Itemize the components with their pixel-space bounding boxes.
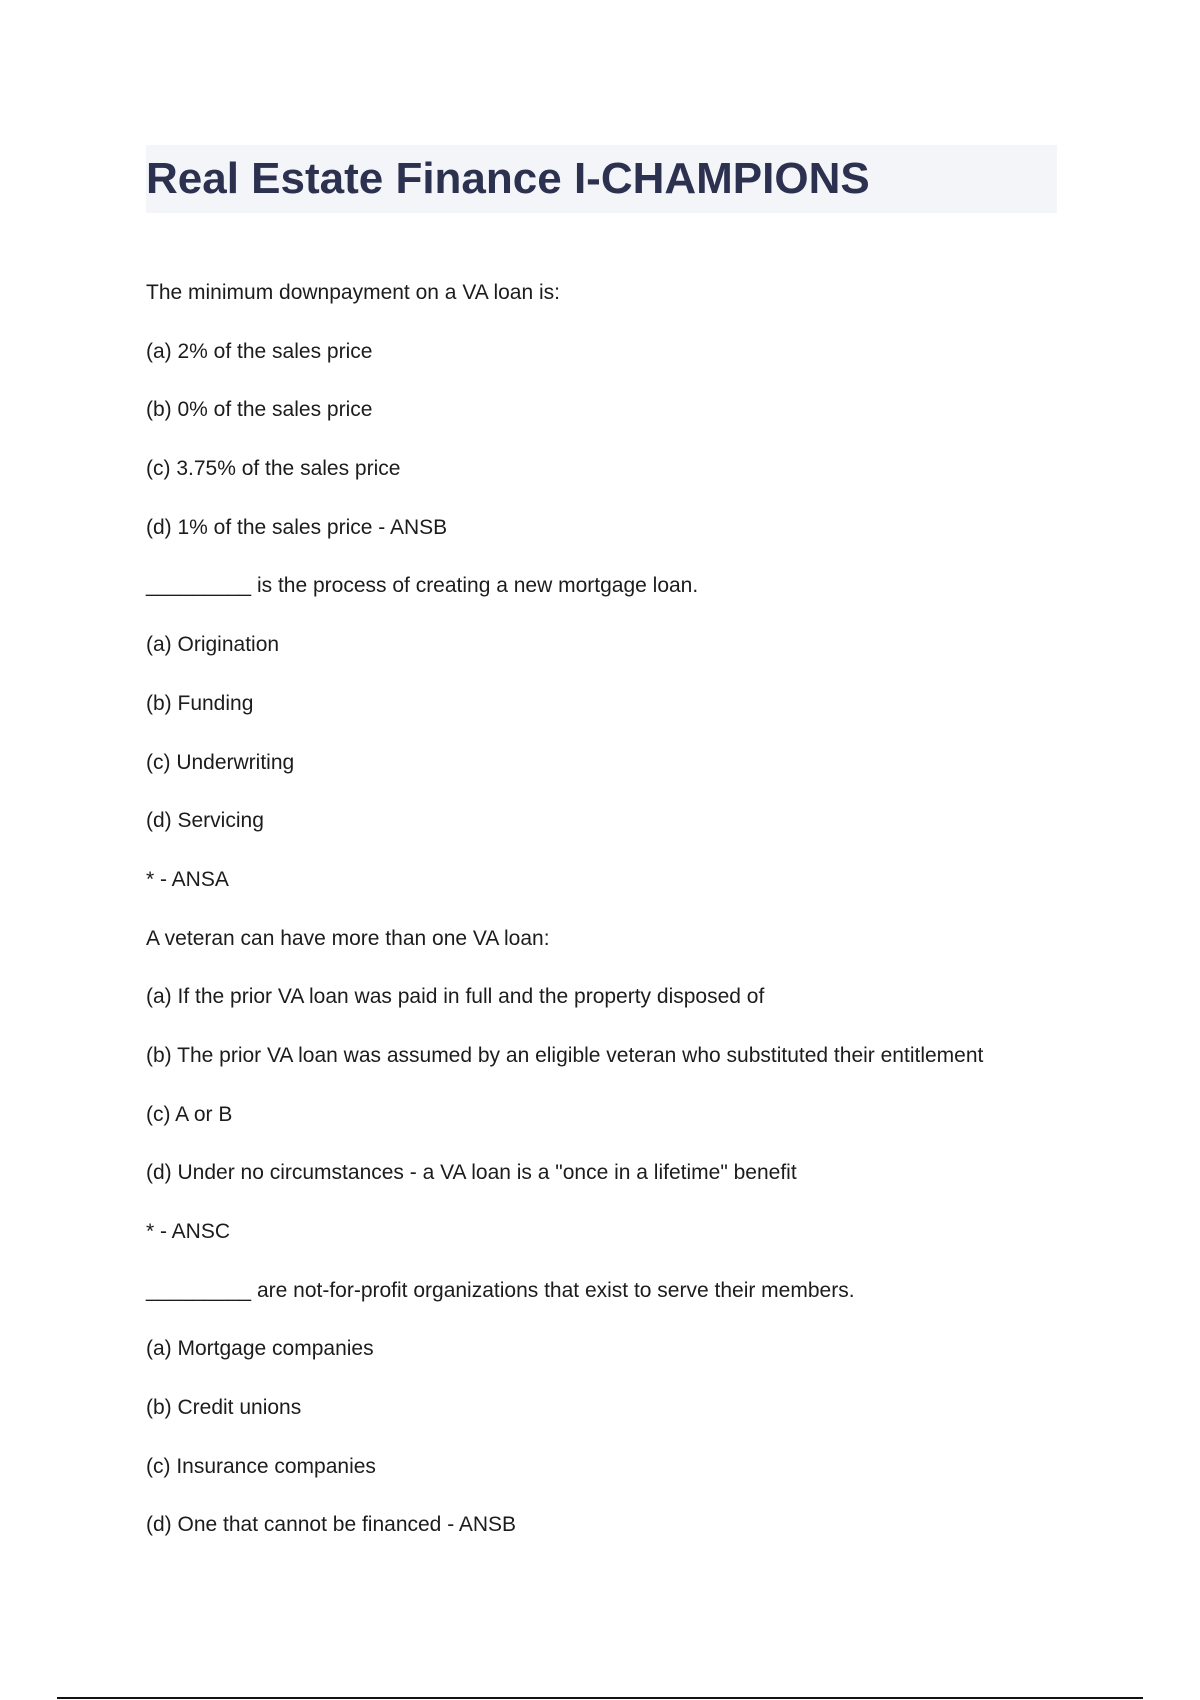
question-text: A veteran can have more than one VA loan:	[146, 926, 550, 950]
answer-key: * - ANSA	[146, 867, 229, 891]
answer-option: (c) Underwriting	[146, 750, 295, 774]
answer-option: (c) 3.75% of the sales price	[146, 457, 401, 481]
answer-option: (b) Funding	[146, 691, 254, 715]
answer-option: (a) 2% of the sales price	[146, 339, 373, 363]
footer-divider	[57, 1697, 1143, 1699]
answer-option: (a) If the prior VA loan was paid in full and the property disposed of	[146, 985, 765, 1009]
question-list	[146, 264, 1066, 1555]
answer-option: (c) Insurance companies	[146, 1454, 376, 1478]
answer-option: (b) The prior VA loan was assumed by an eligible veteran who substituted their entitlement	[146, 1043, 984, 1067]
question-text: The minimum downpayment on a VA loan is:	[146, 281, 560, 304]
answer-option: (b) 0% of the sales price	[146, 398, 373, 422]
answer-option: (b) Credit unions	[146, 1396, 302, 1420]
question-text: _________ is the process of creating a new mortgage loan.	[146, 574, 699, 598]
question-text: _________ are not-for-profit organizations that exist to serve their members.	[146, 1278, 855, 1302]
answer-option: (d) Under no circumstances - a VA loan is a "once in a lifetime" benefit	[146, 1161, 797, 1185]
answer-option: (a) Mortgage companies	[146, 1337, 374, 1361]
document-title: Real Estate Finance I-CHAMPIONS	[146, 154, 870, 203]
answer-option: (d) One that cannot be financed - ANSB	[146, 1513, 517, 1537]
answer-key: * - ANSC	[146, 1220, 231, 1243]
answer-option: (a) Origination	[146, 633, 280, 657]
answer-option: (d) Servicing	[146, 809, 264, 833]
answer-option: (d) 1% of the sales price - ANSB	[146, 515, 448, 539]
answer-option: (c) A or B	[146, 1102, 233, 1126]
title-banner	[146, 145, 1057, 213]
